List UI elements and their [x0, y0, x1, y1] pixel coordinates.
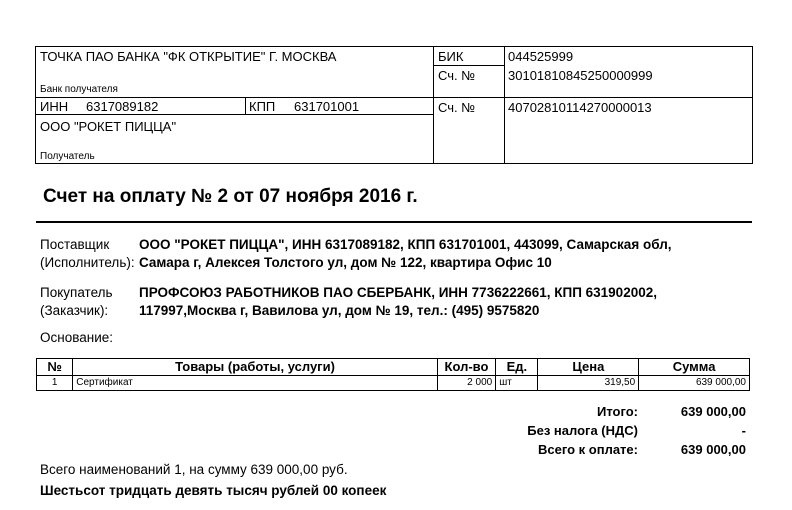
- bank-details-table: [35, 46, 753, 164]
- items-table: [36, 358, 750, 391]
- total-label: Итого:: [597, 404, 638, 419]
- total-value: 639 000,00: [680, 404, 746, 419]
- row-num: 1: [37, 376, 73, 391]
- supplier-line2: Самара г, Алексея Толстого ул, дом № 122, квартира Офис 10: [139, 255, 552, 270]
- kpp-value: 631701001: [294, 99, 360, 114]
- account-value: 40702810114270000013: [508, 100, 652, 115]
- buyer-label: [40, 284, 140, 320]
- corr-account-value: 30101810845250000999: [508, 68, 653, 83]
- account-label: Сч. №: [438, 100, 476, 115]
- title-underline: [36, 221, 752, 223]
- corr-account-label: Сч. №: [438, 68, 476, 83]
- supplier-label: [40, 236, 140, 272]
- supplier-details: [139, 236, 672, 272]
- basis-label: Основание:: [40, 330, 113, 345]
- recipient-name: ООО "РОКЕТ ПИЦЦА": [40, 119, 177, 134]
- table-row: [37, 376, 750, 391]
- bik-value: 044525999: [508, 49, 574, 64]
- grand-total-label: Всего к оплате:: [538, 442, 638, 457]
- row-price: 319,50: [538, 376, 639, 391]
- total-row: [470, 402, 746, 421]
- bik-label: БИК: [438, 49, 464, 64]
- supplier-label-line2: (Исполнитель):: [40, 255, 135, 270]
- col-header-unit: Ед.: [496, 359, 538, 376]
- vat-value: -: [741, 423, 746, 438]
- inn-value: 6317089182: [86, 99, 159, 114]
- vat-row: [470, 421, 746, 440]
- buyer-line1: ПРОФСОЮЗ РАБОТНИКОВ ПАО СБЕРБАНК, ИНН 7736222661, КПП 631902002,: [139, 285, 657, 300]
- grand-total-value: 639 000,00: [680, 442, 746, 457]
- items-header-row: [37, 359, 750, 376]
- divider: [504, 47, 505, 163]
- row-sum: 639 000,00: [639, 376, 750, 391]
- items-count-summary: Всего наименований 1, на сумму 639 000,00 руб.: [40, 462, 348, 477]
- amount-in-words: Шестьсот тридцать девять тысяч рублей 00 копеек: [40, 483, 387, 498]
- recipient-label: Получатель: [40, 151, 95, 162]
- totals-block: [470, 402, 746, 459]
- inn-label: ИНН: [40, 99, 69, 114]
- col-header-qty: Кол-во: [437, 359, 495, 376]
- divider: [36, 97, 433, 98]
- divider: [504, 97, 752, 98]
- buyer-label-line1: Покупатель: [40, 285, 113, 300]
- grand-total-row: [470, 440, 746, 459]
- buyer-details: [139, 284, 657, 320]
- col-header-sum: Сумма: [639, 359, 750, 376]
- divider: [245, 97, 246, 114]
- divider: [36, 114, 433, 115]
- col-header-num: №: [37, 359, 73, 376]
- bank-name: ТОЧКА ПАО БАНКА "ФК ОТКРЫТИЕ" Г. МОСКВА: [40, 49, 337, 64]
- vat-label: Без налога (НДС): [527, 423, 638, 438]
- row-unit: шт: [496, 376, 538, 391]
- col-header-goods: Товары (работы, услуги): [73, 359, 438, 376]
- invoice-title: Счет на оплату № 2 от 07 ноября 2016 г.: [43, 186, 418, 207]
- row-qty: 2 000: [437, 376, 495, 391]
- col-header-price: Цена: [538, 359, 639, 376]
- buyer-label-line2: (Заказчик):: [40, 303, 109, 318]
- buyer-line2: 117997,Москва г, Вавилова ул, дом № 19, тел.: (495) 9575820: [139, 303, 540, 318]
- kpp-label: КПП: [249, 99, 276, 114]
- divider: [433, 97, 504, 98]
- divider: [433, 65, 504, 66]
- bank-label: Банк получателя: [40, 84, 118, 95]
- supplier-line1: ООО "РОКЕТ ПИЦЦА", ИНН 6317089182, КПП 631701001, 443099, Самарская обл,: [139, 237, 672, 252]
- row-name: Сертификат: [73, 376, 438, 391]
- supplier-label-line1: Поставщик: [40, 237, 110, 252]
